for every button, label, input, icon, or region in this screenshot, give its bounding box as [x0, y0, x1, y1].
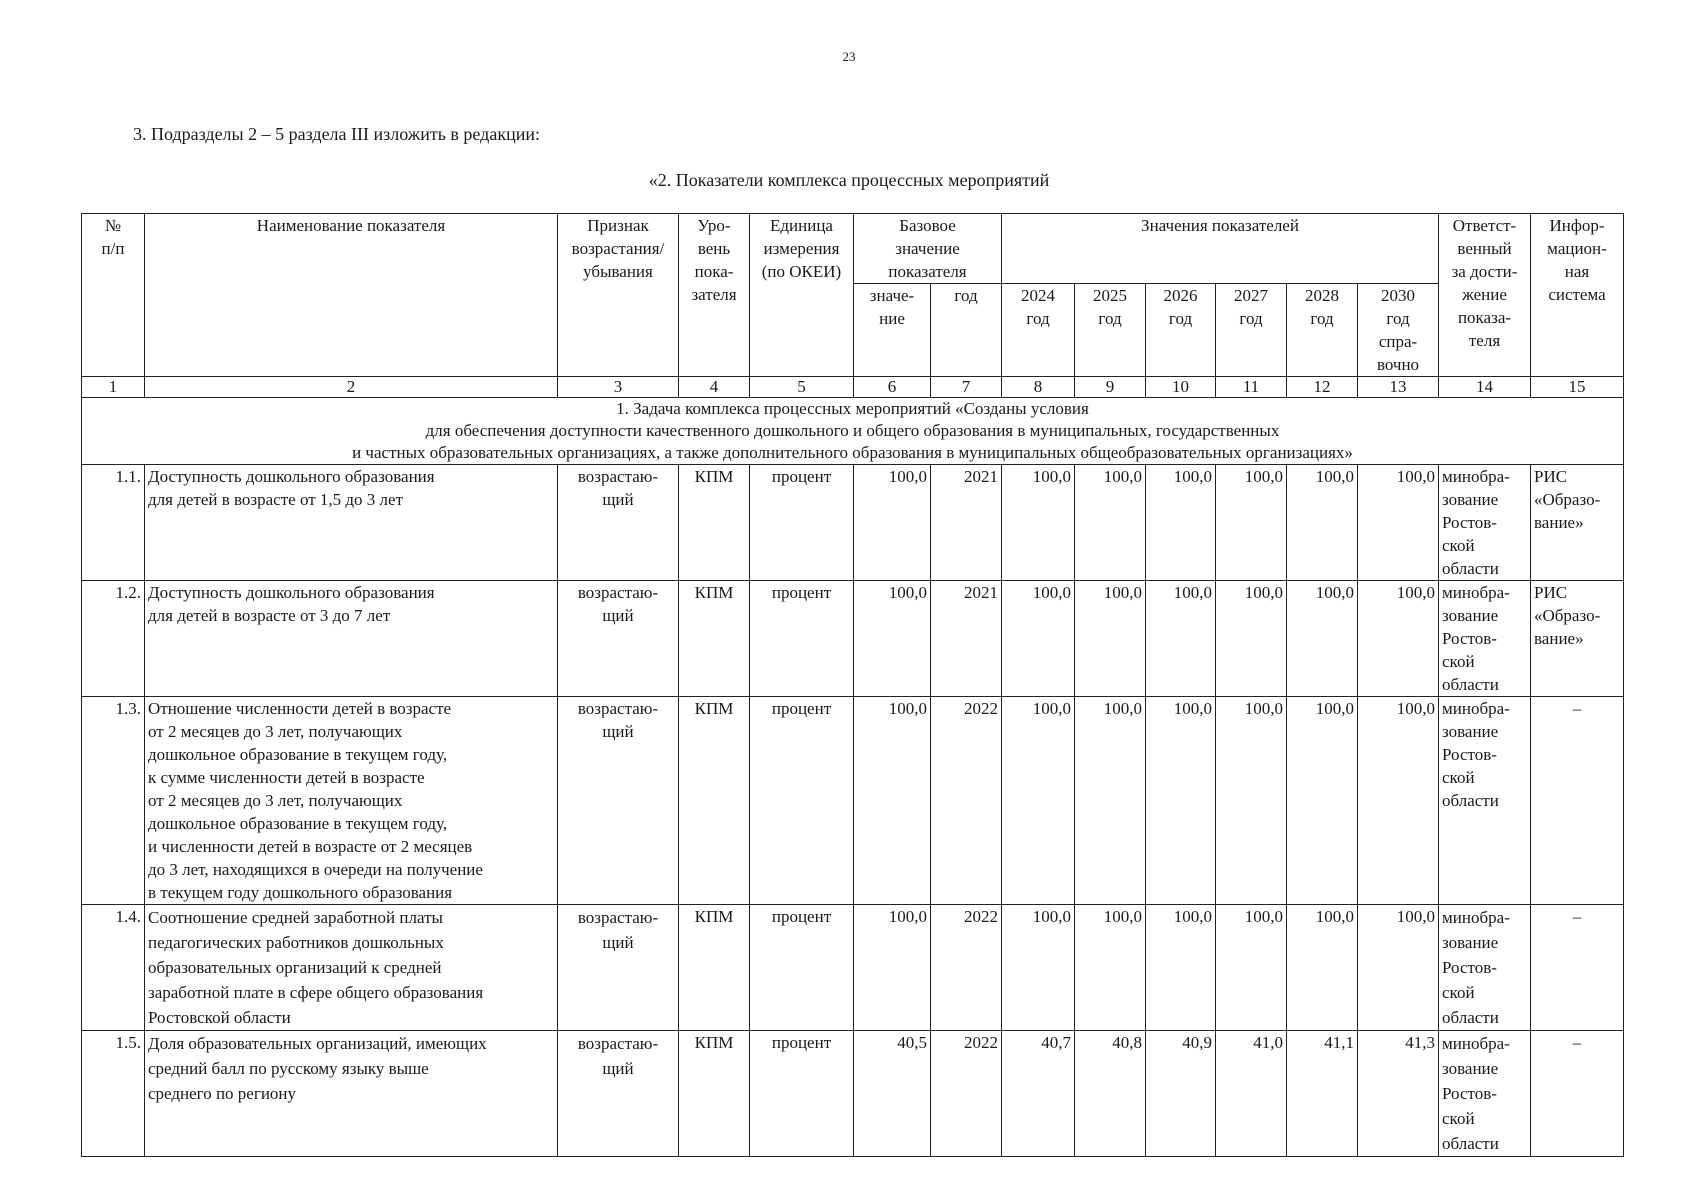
indicators-table [81, 213, 1624, 1157]
column-number: 4 [679, 377, 750, 398]
indicator-unit: процент [750, 465, 854, 581]
column-number: 3 [558, 377, 679, 398]
value-2027: 100,0 [1216, 905, 1287, 1031]
column-number: 2 [145, 377, 558, 398]
column-number: 15 [1531, 377, 1624, 398]
base-value: 100,0 [854, 465, 931, 581]
base-year: 2022 [931, 1031, 1002, 1157]
column-number: 8 [1002, 377, 1075, 398]
table-row [82, 581, 1624, 697]
column-number: 5 [750, 377, 854, 398]
indicator-sign: возрастаю- щий [558, 581, 679, 697]
header-unit: Единица измерения (по ОКЕИ) [750, 214, 854, 377]
table-row [82, 697, 1624, 905]
indicator-level: КПМ [679, 581, 750, 697]
table-row [82, 905, 1624, 1031]
column-number: 11 [1216, 377, 1287, 398]
page-number: 23 [842, 49, 856, 64]
responsible: минобра- зование Ростов- ской области [1439, 697, 1531, 905]
value-2027: 41,0 [1216, 1031, 1287, 1157]
header-sign: Признак возрастания/ убывания [558, 214, 679, 377]
indicator-sign: возрастаю- щий [558, 465, 679, 581]
row-number: 1.3. [82, 697, 145, 905]
value-2026: 100,0 [1146, 581, 1216, 697]
column-number: 6 [854, 377, 931, 398]
row-number: 1.1. [82, 465, 145, 581]
indicator-name: Доля образовательных организаций, имеющих средний балл по русскому языку выше среднего по региону [145, 1031, 558, 1157]
value-2026: 100,0 [1146, 465, 1216, 581]
indicator-unit: процент [750, 905, 854, 1031]
header-2024: 2024 год [1002, 284, 1075, 377]
responsible: минобра- зование Ростов- ской области [1439, 1031, 1531, 1157]
header-2025: 2025 год [1075, 284, 1146, 377]
header-responsible: Ответст- венный за дости- жение показа- теля [1439, 214, 1531, 377]
column-number: 10 [1146, 377, 1216, 398]
info-system: – [1531, 697, 1624, 905]
column-number: 14 [1439, 377, 1531, 398]
value-2025: 100,0 [1075, 905, 1146, 1031]
value-2028: 100,0 [1287, 905, 1358, 1031]
value-2026: 100,0 [1146, 905, 1216, 1031]
value-2030: 100,0 [1358, 581, 1439, 697]
table-heading: «2. Показатели комплекса процессных мероприятий [648, 170, 1050, 190]
header-base-value: значе- ние [854, 284, 931, 377]
base-year: 2021 [931, 465, 1002, 581]
header-name: Наименование показателя [145, 214, 558, 377]
value-2030: 100,0 [1358, 905, 1439, 1031]
value-2028: 41,1 [1287, 1031, 1358, 1157]
base-value: 40,5 [854, 1031, 931, 1157]
indicator-sign: возрастаю- щий [558, 697, 679, 905]
header-2028: 2028 год [1287, 284, 1358, 377]
column-number: 9 [1075, 377, 1146, 398]
header-2030: 2030 год спра- вочно [1358, 284, 1439, 377]
section-title: 1. Задача комплекса процессных мероприятий «Созданы условия для обеспечения доступности качественного дошкольного и общего образования в муниципальных, государственных и частных образовательных организациях, а также дополнительного образования в муниципальных общеобразовательных организациях» [82, 398, 1624, 465]
responsible: минобра- зование Ростов- ской области [1439, 905, 1531, 1031]
value-2027: 100,0 [1216, 465, 1287, 581]
row-number: 1.4. [82, 905, 145, 1031]
table-row [82, 465, 1624, 581]
indicator-level: КПМ [679, 697, 750, 905]
indicator-sign: возрастаю- щий [558, 905, 679, 1031]
header-base-year: год [931, 284, 1002, 377]
intro-paragraph: 3. Подразделы 2 – 5 раздела III изложить в редакции: [133, 124, 540, 144]
value-2024: 100,0 [1002, 581, 1075, 697]
indicator-name: Отношение численности детей в возрасте от 2 месяцев до 3 лет, получающих дошкольное образование в текущем году, к сумме численности детей в возрасте от 2 месяцев до 3 лет, получающих дошкольное образование в текущем году, и численности детей в возрасте от 2 месяцев до 3 лет, находящихся в очереди на получение в текущем году дошкольного образования [145, 697, 558, 905]
value-2030: 100,0 [1358, 697, 1439, 905]
value-2028: 100,0 [1287, 697, 1358, 905]
column-number: 1 [82, 377, 145, 398]
header-info: Инфор- мацион- ная система [1531, 214, 1624, 377]
value-2030: 41,3 [1358, 1031, 1439, 1157]
indicator-name: Доступность дошкольного образования для детей в возрасте от 3 до 7 лет [145, 581, 558, 697]
section-row [82, 398, 1624, 465]
value-2027: 100,0 [1216, 581, 1287, 697]
row-number: 1.2. [82, 581, 145, 697]
value-2027: 100,0 [1216, 697, 1287, 905]
value-2025: 40,8 [1075, 1031, 1146, 1157]
header-2027: 2027 год [1216, 284, 1287, 377]
info-system: – [1531, 905, 1624, 1031]
column-number: 12 [1287, 377, 1358, 398]
header-values: Значения показателей [1002, 214, 1439, 284]
base-year: 2022 [931, 905, 1002, 1031]
header-level: Уро- вень пока- зателя [679, 214, 750, 377]
value-2024: 100,0 [1002, 465, 1075, 581]
info-system: РИС «Образо- вание» [1531, 581, 1624, 697]
value-2030: 100,0 [1358, 465, 1439, 581]
header-base: Базовое значение показателя [854, 214, 1002, 284]
indicator-unit: процент [750, 581, 854, 697]
indicator-sign: возрастаю- щий [558, 1031, 679, 1157]
header-no: № п/п [82, 214, 145, 377]
value-2024: 100,0 [1002, 905, 1075, 1031]
value-2026: 100,0 [1146, 697, 1216, 905]
column-number: 13 [1358, 377, 1439, 398]
indicator-name: Соотношение средней заработной платы педагогических работников дошкольных образовательных организаций к средней заработной плате в сфере общего образования Ростовской области [145, 905, 558, 1031]
value-2028: 100,0 [1287, 581, 1358, 697]
value-2024: 100,0 [1002, 697, 1075, 905]
value-2025: 100,0 [1075, 581, 1146, 697]
indicator-level: КПМ [679, 1031, 750, 1157]
base-year: 2022 [931, 697, 1002, 905]
column-numbers-row [82, 377, 1624, 398]
base-year: 2021 [931, 581, 1002, 697]
base-value: 100,0 [854, 905, 931, 1031]
value-2025: 100,0 [1075, 697, 1146, 905]
indicator-unit: процент [750, 697, 854, 905]
value-2026: 40,9 [1146, 1031, 1216, 1157]
base-value: 100,0 [854, 697, 931, 905]
info-system: – [1531, 1031, 1624, 1157]
column-number: 7 [931, 377, 1002, 398]
base-value: 100,0 [854, 581, 931, 697]
value-2024: 40,7 [1002, 1031, 1075, 1157]
indicator-level: КПМ [679, 905, 750, 1031]
indicator-level: КПМ [679, 465, 750, 581]
row-number: 1.5. [82, 1031, 145, 1157]
responsible: минобра- зование Ростов- ской области [1439, 581, 1531, 697]
responsible: минобра- зование Ростов- ской области [1439, 465, 1531, 581]
info-system: РИС «Образо- вание» [1531, 465, 1624, 581]
value-2028: 100,0 [1287, 465, 1358, 581]
indicator-name: Доступность дошкольного образования для детей в возрасте от 1,5 до 3 лет [145, 465, 558, 581]
header-2026: 2026 год [1146, 284, 1216, 377]
table-row [82, 1031, 1624, 1157]
indicator-unit: процент [750, 1031, 854, 1157]
value-2025: 100,0 [1075, 465, 1146, 581]
